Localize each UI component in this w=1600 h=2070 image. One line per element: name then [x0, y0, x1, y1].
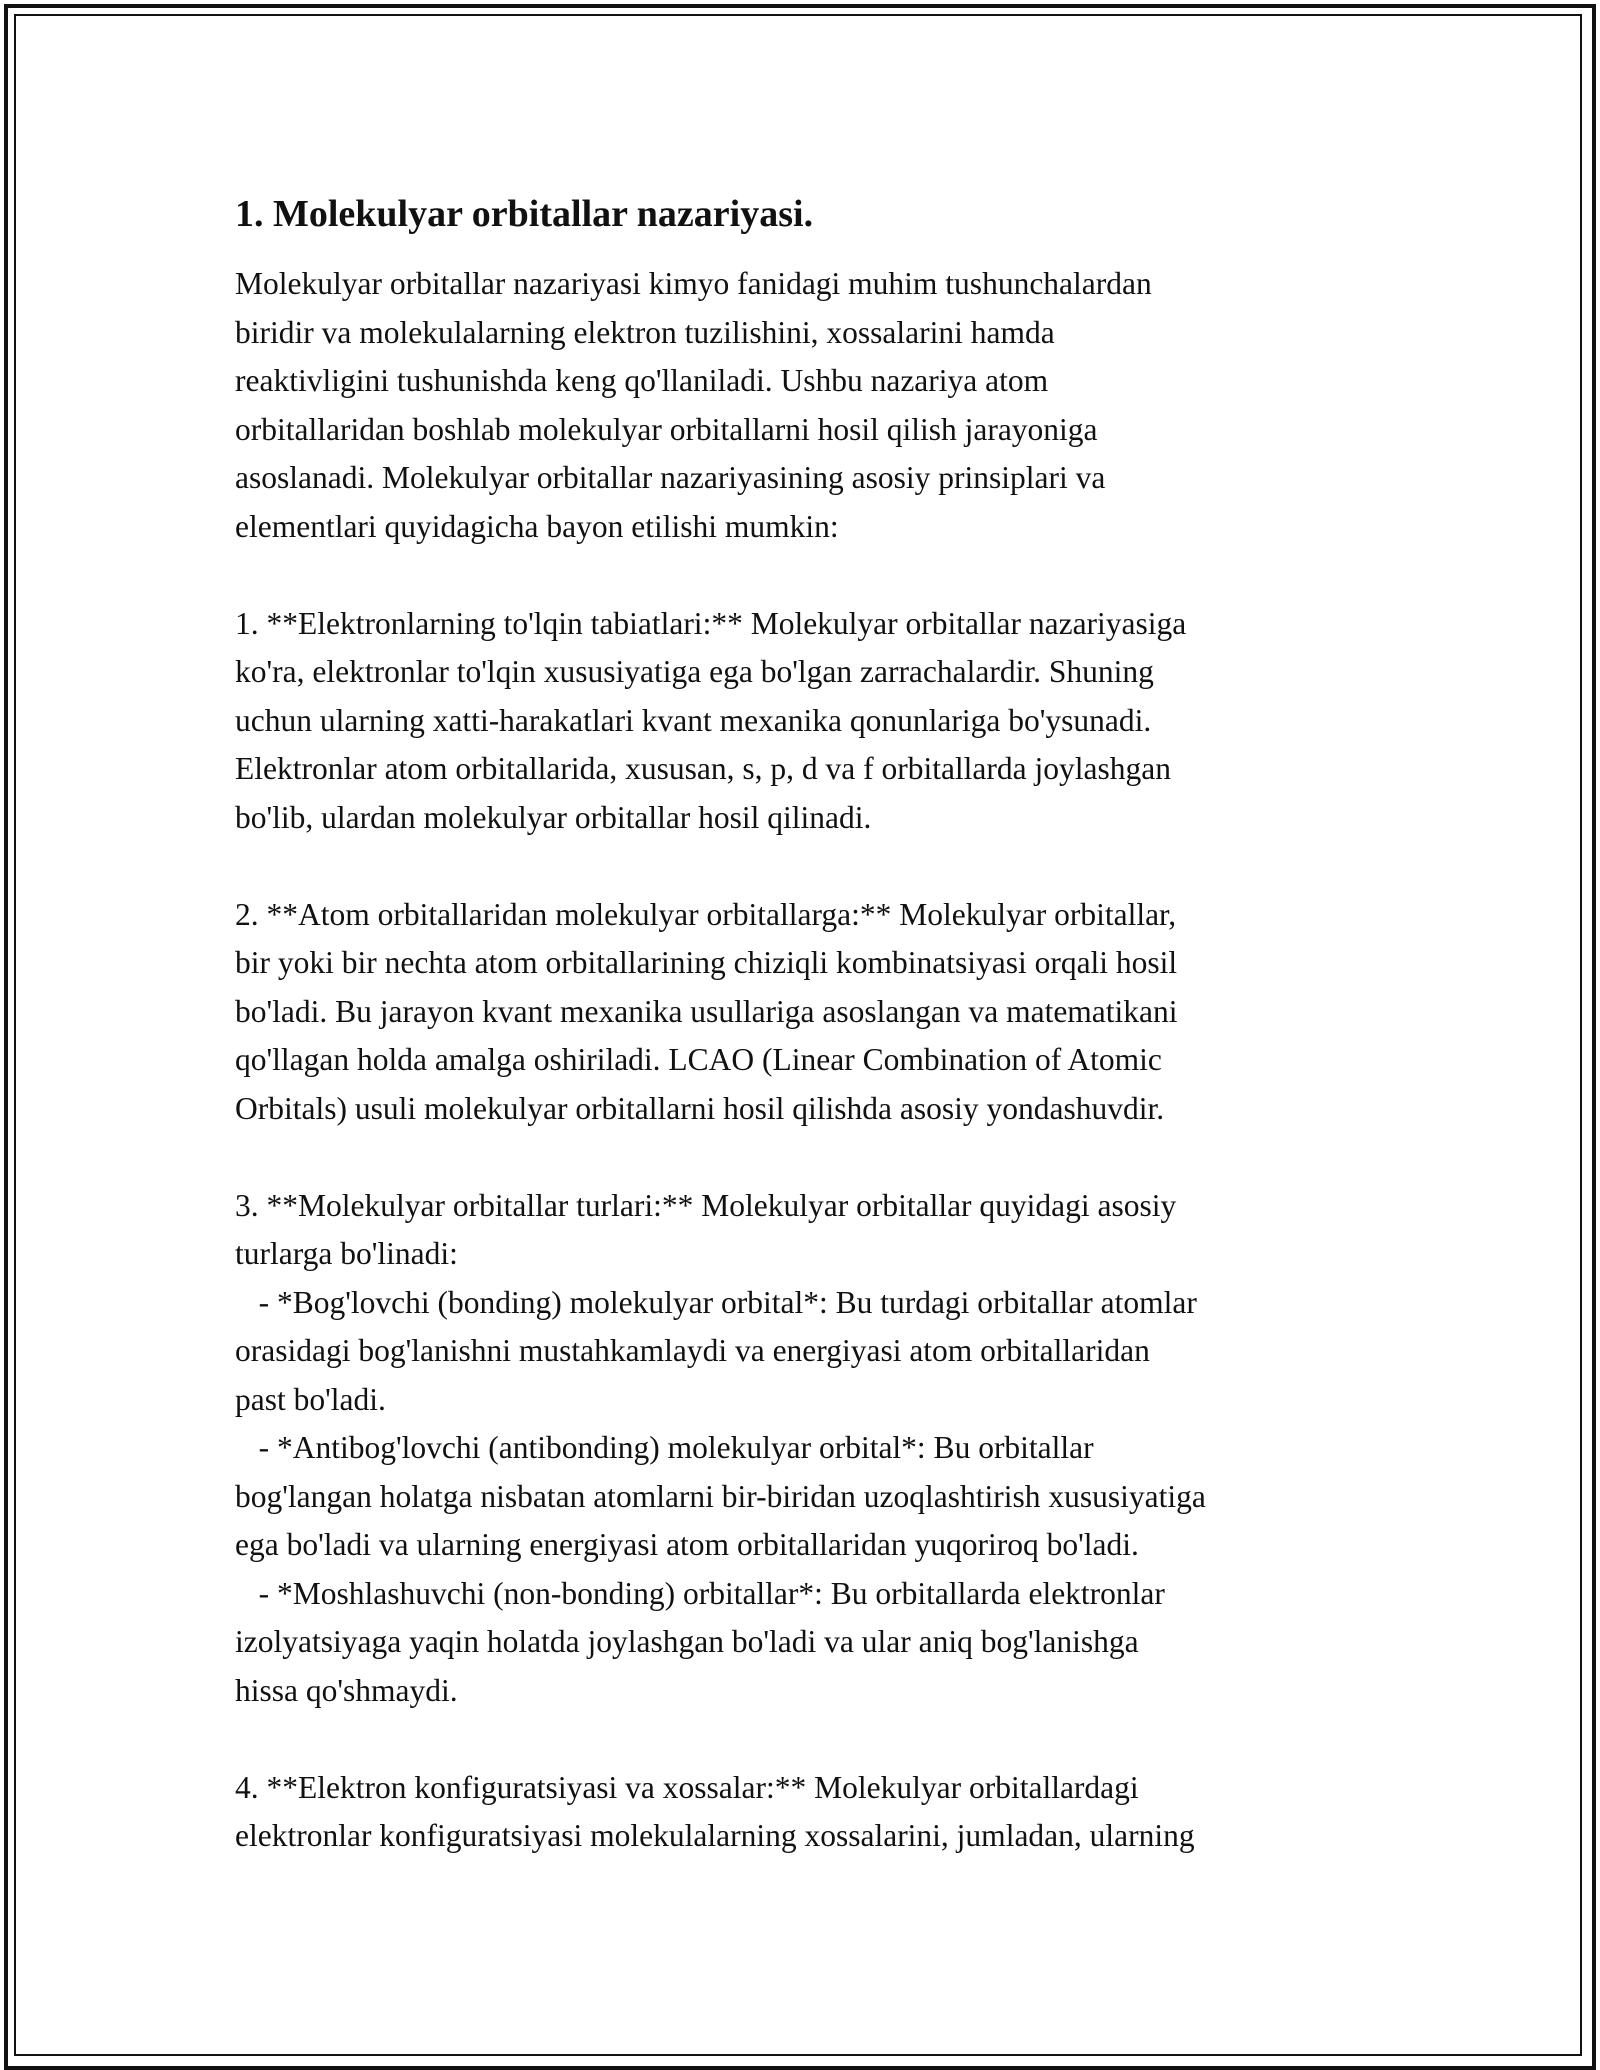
text-line: ega bo'ladi va ularning energiyasi atom orbitallaridan yuqoriroq bo'ladi.	[235, 1527, 1139, 1562]
text-line: elementlari quyidagicha bayon etilishi mumkin:	[235, 508, 839, 544]
paragraph-gap	[235, 551, 1385, 600]
paragraph-gap	[235, 1133, 1385, 1182]
text-line: uchun ularning xatti-harakatlari kvant mexanika qonunlariga bo'ysunadi.	[235, 702, 1152, 738]
intro-paragraph	[235, 260, 1385, 551]
text-line: 3. **Molekulyar orbitallar turlari:** Molekulyar orbitallar quyidagi asosiy	[235, 1187, 1177, 1223]
paragraph-gap	[235, 1715, 1385, 1764]
text-line: bog'langan holatga nisbatan atomlarni bir-biridan uzoqlashtirish xususiyatiga	[235, 1478, 1206, 1514]
section-title: 1. Molekulyar orbitallar nazariyasi.	[235, 193, 814, 235]
text-line: turlarga bo'linadi:	[235, 1236, 458, 1271]
text-line: bir yoki bir nechta atom orbitallarining chiziqli kombinatsiyasi orqali hosil	[235, 945, 1178, 980]
text-line: 2. **Atom orbitallaridan molekulyar orbitallarga:** Molekulyar orbitallar,	[235, 896, 1177, 932]
text-line: bo'lib, ulardan molekulyar orbitallar hosil qilinadi.	[235, 799, 872, 835]
text-line: - *Antibog'lovchi (antibonding) molekulyar orbital*: Bu orbitallar	[235, 1430, 1094, 1465]
text-line: elektronlar konfiguratsiyasi molekulalarning xossalarini, jumladan, ularning	[235, 1818, 1195, 1853]
list-item-2	[235, 891, 1385, 1134]
text-line: past bo'ladi.	[235, 1381, 386, 1417]
text-line: qo'llagan holda amalga oshiriladi. LCAO (Linear Combination of Atomic	[235, 1042, 1162, 1077]
text-line: ko'ra, elektronlar to'lqin xususiyatiga ega bo'lgan zarrachalardir. Shuning	[235, 654, 1154, 689]
list-item-1	[235, 600, 1385, 843]
text-line: 1. **Elektronlarning to'lqin tabiatlari:** Molekulyar orbitallar nazariyasiga	[235, 605, 1187, 641]
text-line: Molekulyar orbitallar nazariyasi kimyo fanidagi muhim tushunchalardan	[235, 266, 1152, 301]
text-line: izolyatsiyaga yaqin holatda joylashgan bo'ladi va ular aniq bog'lanishga	[235, 1624, 1139, 1659]
text-line: bo'ladi. Bu jarayon kvant mexanika usullariga asoslangan va matematikani	[235, 993, 1178, 1029]
text-line: orbitallaridan boshlab molekulyar orbitallarni hosil qilish jarayoniga	[235, 411, 1098, 447]
text-line: Elektronlar atom orbitallarida, xususan, s, p, d va f orbitallarda joylashgan	[235, 751, 1171, 786]
paragraph-gap	[235, 842, 1385, 891]
list-item-3	[235, 1182, 1385, 1716]
document-body	[235, 190, 1385, 1861]
text-line: biridir va molekulalarning elektron tuzilishini, xossalarini hamda	[235, 314, 1055, 350]
text-line: asoslanadi. Molekulyar orbitallar nazariyasining asosiy prinsiplari va	[235, 460, 1106, 495]
list-item-4	[235, 1764, 1385, 1861]
text-line: - *Moshlashuvchi (non-bonding) orbitallar*: Bu orbitallarda elektronlar	[235, 1575, 1165, 1611]
text-line: 4. **Elektron konfiguratsiyasi va xossalar:** Molekulyar orbitallardagi	[235, 1769, 1139, 1805]
text-line: Orbitals) usuli molekulyar orbitallarni hosil qilishda asosiy yondashuvdir.	[235, 1090, 1165, 1126]
text-line: orasidagi bog'lanishni mustahkamlaydi va energiyasi atom orbitallaridan	[235, 1333, 1150, 1368]
text-line: - *Bog'lovchi (bonding) molekulyar orbital*: Bu turdagi orbitallar atomlar	[235, 1284, 1197, 1320]
text-line: hissa qo'shmaydi.	[235, 1672, 458, 1708]
text-line: reaktivligini tushunishda keng qo'llaniladi. Ushbu nazariya atom	[235, 363, 1049, 398]
